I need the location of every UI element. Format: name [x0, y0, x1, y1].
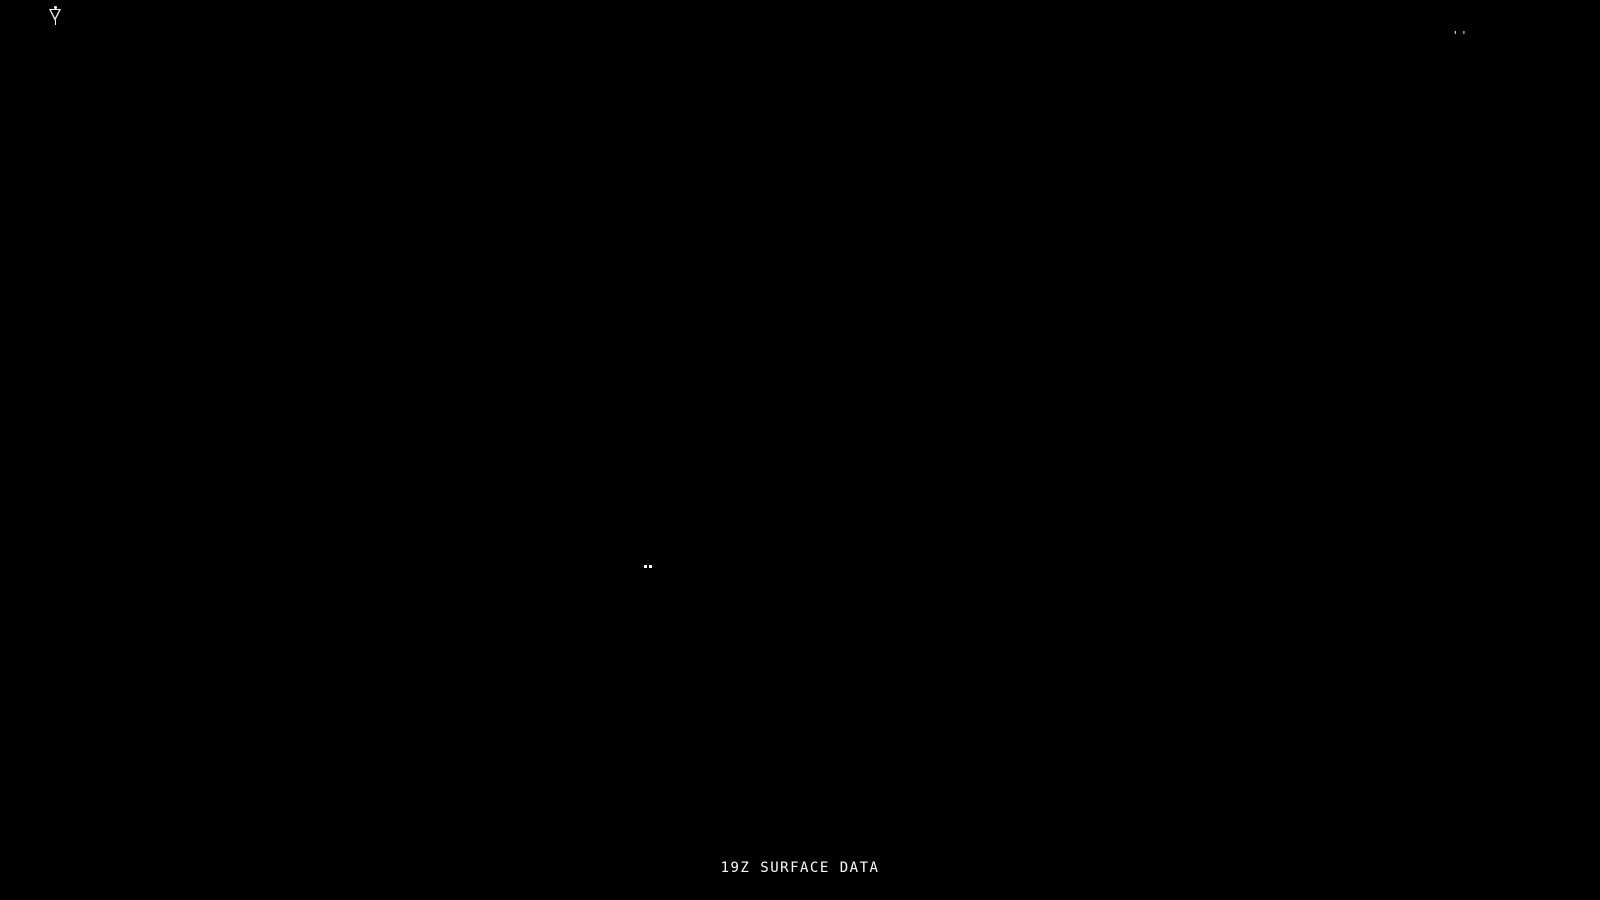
- station-triangle-inner: [51, 10, 59, 18]
- station-stem-icon: [55, 20, 56, 25]
- station-triangle-icon: [46, 5, 68, 29]
- dot-icon-left: [644, 565, 647, 568]
- dot-icon-right: [649, 565, 652, 568]
- map-title-label: 19Z SURFACE DATA: [720, 860, 880, 876]
- double-tick-icon: '': [1452, 29, 1470, 42]
- double-dot-icon: [644, 556, 654, 575]
